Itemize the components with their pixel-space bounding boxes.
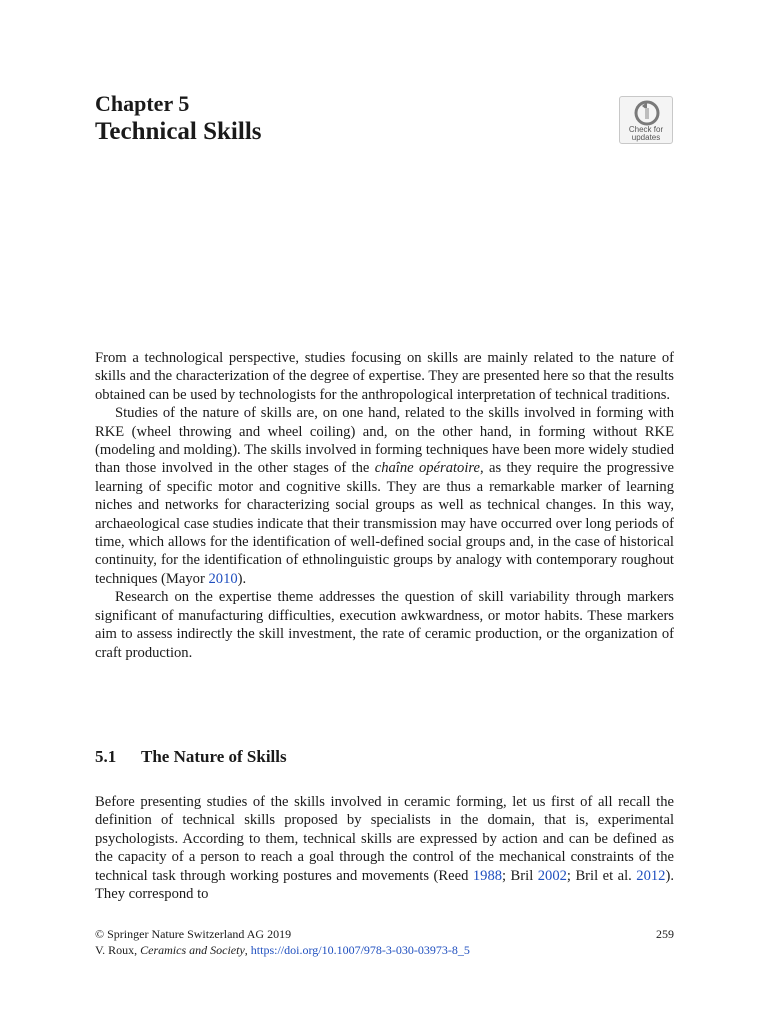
section-paragraph bbox=[95, 793, 674, 903]
section-text-a: Before presenting studies of the skills involved in ceramic forming, let us first of all recall the definition of technical skills proposed by specialists in the domain, that is, experimental psychologists. According to them, technical skills are expressed by action and can be defined as the capacity of a person to reach a goal through the control of the mechanical constraints of the technical task through working postures and movements (Reed bbox=[95, 794, 674, 884]
section-heading bbox=[95, 746, 287, 768]
paragraph-2-part-b: , as they require the progressive learning of specific motor and cognitive skills. They are thus a remarkable marker of learning niches and networks for characterizing social groups as well as technical changes. In this way, archaeological case studies indicate that their transmission may have occurred over long periods of time, which allows for the identification of well-defined social groups and, in the case of historical continuity, for the identification of ethnolinguistic groups by analogy with contemporary roughout techniques (Mayor bbox=[95, 460, 675, 587]
citation-bril-2002[interactable]: 2002 bbox=[537, 867, 567, 884]
footer-author: V. Roux, bbox=[95, 943, 141, 957]
paragraph-3: Research on the expertise theme addresses the question of skill variability through markers significant of manufacturing difficulties, execution awkwardness, or motor habits. These markers aim to assess indirectly the skill investment, the rate of ceramic production, or the organization of craft production. bbox=[95, 589, 674, 661]
section-text-c: ; Bril et al. bbox=[566, 867, 637, 884]
citation-reed-1988[interactable]: 1988 bbox=[472, 867, 503, 884]
introduction-text bbox=[95, 349, 674, 662]
paragraph-2-part-a: Studies of the nature of skills are, on one hand, related to the skills involved in forming with RKE (wheel throwing and wheel coiling) and, on the other hand, in forming without RKE (modeling and molding). The skills involved in forming techniques have been more widely studied than those involved in the other stages of the bbox=[95, 405, 674, 477]
check-for-updates-line1: Check for bbox=[628, 125, 664, 134]
copyright-line: © Springer Nature Switzerland AG 2019 bbox=[95, 927, 292, 941]
section-title: The Nature of Skills bbox=[141, 747, 287, 766]
citation-bril-2012[interactable]: 2012 bbox=[636, 867, 666, 884]
section-number: 5.1 bbox=[95, 747, 117, 766]
paragraph-1: From a technological perspective, studies focusing on skills are mainly related to the nature of skills and the characterization of the degree of expertise. They are presented here so that the results obtained can be used by technologists for the anthropological interpretation of technical traditions. bbox=[95, 350, 674, 403]
footer-book-title: Ceramics and Society bbox=[140, 943, 245, 957]
citation-mayor-2010[interactable]: 2010 bbox=[208, 570, 238, 587]
doi-link[interactable]: https://doi.org/10.1007/978-3-030-03973-8_5 bbox=[250, 943, 470, 957]
section-text-d: ). They correspond to bbox=[95, 867, 674, 903]
footer-separator: , bbox=[244, 943, 251, 957]
page-footer bbox=[95, 926, 674, 958]
section-text bbox=[95, 793, 674, 903]
citation-line bbox=[95, 942, 674, 958]
chapter-label: Chapter 5 bbox=[95, 91, 190, 116]
check-for-updates-line2: updates bbox=[631, 133, 661, 142]
check-for-updates-text bbox=[620, 126, 672, 142]
paragraph-2-part-c: ). bbox=[237, 570, 247, 587]
chapter-title: Technical Skills bbox=[95, 118, 262, 145]
check-for-updates-badge[interactable] bbox=[619, 96, 673, 144]
section-text-b: ; Bril bbox=[502, 867, 538, 884]
chaine-operatoire-term: chaîne opératoire bbox=[374, 460, 481, 477]
page-number: 259 bbox=[656, 927, 674, 941]
check-for-updates-icon bbox=[634, 100, 660, 126]
paragraph-2 bbox=[95, 404, 674, 588]
